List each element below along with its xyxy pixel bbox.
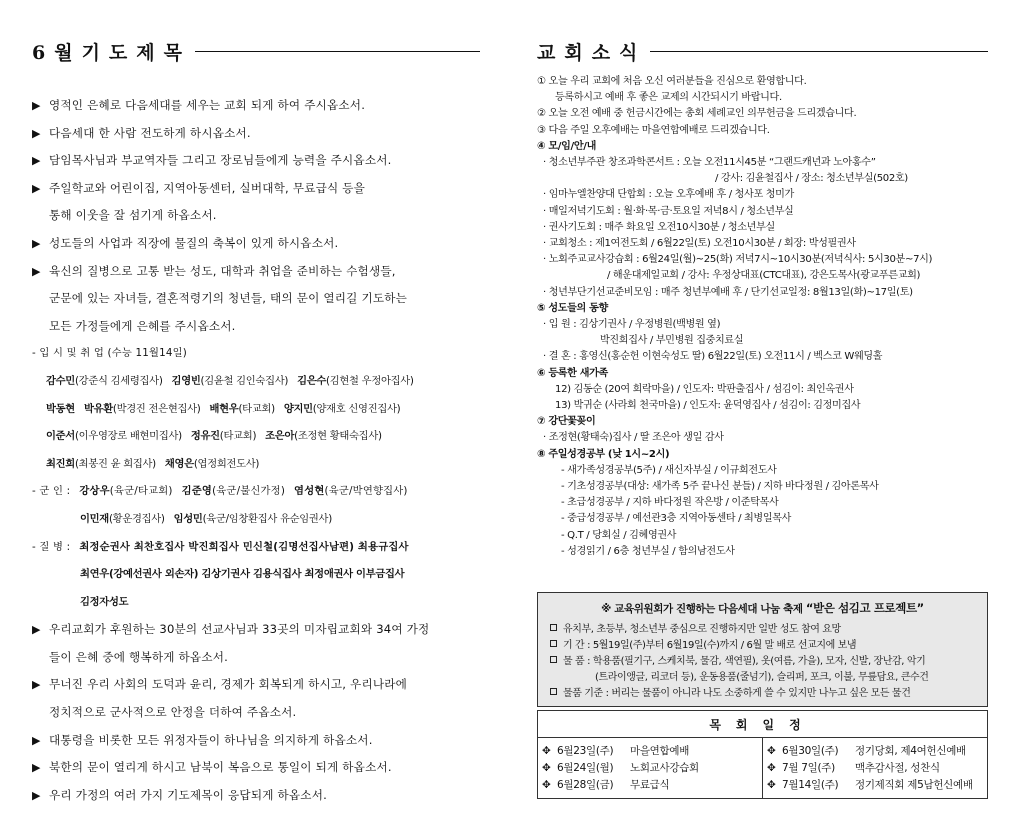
prayer-item: ▶ 우리 가정의 여러 가지 기도제목이 응답되게 하옵소서.: [32, 782, 487, 810]
notice-line: / 해운대제일교회 / 강사: 우정상대표(CTC대표), 강은도목사(광교푸른교회): [607, 270, 921, 282]
prayer-item: ▶ 다음세대 한 사람 전도하게 하시옵소서.: [32, 120, 487, 148]
notice-line: · 임마누엘찬양대 단합회 : 오늘 오후예배 후 / 청사포 청미가: [543, 189, 794, 201]
prayer-item: ▶ 대통령을 비롯한 모든 위정자들이 하나님을 의지하게 하옵소서.: [32, 727, 487, 755]
military-row: - 군 인 : 강상우(육군/타교회) 김준영(육군/불신가정) 염성현(육군/박연향집사): [32, 485, 408, 498]
notice-line: 등록하시고 예배 후 좋은 교제의 시간되시기 바랍니다.: [555, 92, 782, 104]
exam-names: 감수민(강준식 김세령집사) 김영빈(김윤철 김인숙집사) 김은수(김현철 우정아집사): [46, 374, 414, 387]
notice-line: ① 오늘 우리 교회에 처음 오신 여러분들을 진심으로 환영합니다.: [537, 76, 807, 87]
cross-icon: ✥: [542, 762, 551, 774]
bullet-icon: ▶: [32, 154, 41, 168]
prayer-heading: [32, 38, 480, 65]
schedule-title: 목회일정: [709, 718, 816, 732]
notice-line: ② 오늘 오전 예배 중 헌금시간에는 총회 세례교인 의무헌금을 드리겠습니다.: [537, 108, 857, 120]
schedule-entry: ✥ 6월28일(금) 무료급식: [542, 779, 670, 791]
square-bullet-icon: [550, 624, 557, 631]
schedule-entry: ✥ 6월24일(월) 노회교사강습회: [542, 762, 699, 774]
exam-label: - 입 시 및 취 업 (수능 11월14일): [32, 347, 187, 360]
illness-row: - 질 병 : 최정순권사 최찬호집사 박진희집사 민신철(김명선집사남편) 최용규집사: [32, 540, 409, 553]
notice-line: · 청소년부주관 창조과학콘서트 : 오늘 오전11시45분 “그랜드캐년과 노아홍수”: [543, 157, 876, 169]
prayer-item: ▶ 육신의 질병으로 고통 받는 성도, 대학과 취업을 준비하는 수험생들,: [32, 258, 487, 286]
notice-line: · 입 원 : 김상기권사 / 우정병원(백병원 옆): [543, 319, 721, 331]
prayer-item: ▶ 무너진 우리 사회의 도덕과 윤리, 경제가 회복되게 하시고, 우리나라에: [32, 671, 487, 699]
notice-section: ⑤ 성도들의 동향: [537, 302, 608, 314]
illness-label: - 질 병 :: [32, 540, 71, 553]
bullet-icon: ▶: [32, 236, 41, 250]
notice-line: - 기초성경공부(대상: 새가족 5주 끝나신 분들) / 지하 바다정원 / 김아론목사: [561, 481, 879, 493]
prayer-item-cont: 모든 가정들에게 은혜를 주시옵소서.: [49, 318, 236, 333]
bullet-icon: ▶: [32, 678, 41, 692]
prayer-item: ▶ 주일학교와 어린이집, 지역아동센터, 실버대학, 무료급식 등을: [32, 175, 487, 203]
schedule-entry: ✥ 7월14일(주) 정기제직회 제5남헌신예배: [767, 779, 973, 791]
prayer-item: ▶ 영적인 은혜로 다음세대를 세우는 교회 되게 하여 주시옵소서.: [32, 92, 487, 120]
prayer-item: ▶ 담임목사님과 부교역자들 그리고 장로님들에게 능력을 주시옵소서.: [32, 147, 487, 175]
prayer-list: [32, 92, 487, 809]
prayer-item-cont: 통해 이웃을 잘 섬기게 하옵소서.: [49, 208, 217, 223]
notice-line: · 교회청소 : 제1여전도회 / 6월22일(토) 오전10시30분 / 회장: 박성필권사: [543, 238, 856, 250]
prayer-item: ▶ 성도들의 사업과 직장에 물질의 축복이 있게 하시옵소서.: [32, 230, 487, 258]
illness-names: 최연우(강예선권사 외손자) 김상기권사 김용식집사 최정애권사 이부금집사: [80, 568, 405, 581]
military-names: 이민재(황운경집사) 임성민(육군/임창환집사 유순임권사): [80, 512, 332, 525]
notices-heading: [537, 38, 988, 65]
prayer-title: 6월기도제목: [32, 42, 191, 64]
notice-line: - 초급성경공부 / 지하 바다정원 작은방 / 이준탁목사: [561, 497, 779, 509]
prayer-item-cont: 들이 은혜 중에 행복하게 하옵소서.: [49, 649, 229, 664]
prayer-item: ▶ 우리교회가 후원하는 30분의 선교사님과 33곳의 미자립교회와 34여 가정: [32, 616, 487, 644]
cross-icon: ✥: [767, 745, 776, 757]
notice-line: · 청년부단기선교준비모임 : 매주 청년부예배 후 / 단기선교일정: 8월13일(화)~17일(토): [543, 286, 913, 298]
notice-line: - Q.T / 당회실 / 김혜영권사: [561, 529, 677, 541]
notice-line: - 성경읽기 / 6층 청년부실 / 함의남전도사: [561, 545, 735, 557]
bullet-icon: ▶: [32, 126, 41, 140]
campaign-box: [537, 592, 988, 707]
notice-line: 12) 김동순 (20여 희락마을) / 인도자: 박판출집사 / 섬김이: 최인옥권사: [555, 383, 854, 395]
bullet-icon: ▶: [32, 761, 41, 775]
bullet-icon: ▶: [32, 264, 41, 278]
cross-icon: ✥: [767, 762, 776, 774]
notice-section: ④ 모/임/안/내: [537, 140, 596, 152]
schedule-entry: ✥ 7월 7일(주) 맥추감사절, 성찬식: [767, 762, 940, 774]
cross-icon: ✥: [767, 779, 776, 791]
bullet-icon: ▶: [32, 99, 41, 112]
bullet-icon: ▶: [32, 733, 41, 747]
campaign-line: 유치부, 초등부, 청소년부 중심으로 진행하지만 일반 성도 참여 요망: [550, 620, 841, 635]
schedule-column-divider: [762, 737, 763, 798]
exam-names: 박동현 박유환(박경진 전은현집사) 배현우(타교회) 양지민(양재호 신영진집사): [46, 402, 401, 415]
campaign-title: ※ 교육위원회가 진행하는 다음세대 나눔 축제 “받은 섬김고 프로젝트”: [601, 601, 924, 615]
campaign-line: 기 간 : 5월19일(주)부터 6월19일(수)까지 / 6월 말 배로 선교지에 보냄: [550, 636, 856, 651]
notice-line: - 새가족성경공부(5주) / 새신자부실 / 이규희전도사: [561, 464, 777, 476]
notice-line: ③ 다음 주일 오후예배는 마을연합예배로 드리겠습니다.: [537, 124, 770, 136]
notice-line: 13) 박귀순 (사라회 천국마을) / 인도자: 윤덕영집사 / 섬김이: 김정미집사: [555, 400, 861, 412]
notice-line: / 강사: 김윤철집사 / 장소: 청소년부실(502호): [715, 173, 908, 185]
notice-line: 박진희집사 / 부민병원 집중치료실: [600, 335, 744, 347]
bullet-icon: ▶: [32, 788, 41, 802]
notice-section: ⑦ 강단꽃꽂이: [537, 416, 596, 428]
heading-rule: [650, 51, 988, 52]
military-label: - 군 인 :: [32, 485, 71, 498]
cross-icon: ✥: [542, 745, 551, 757]
schedule-entry: ✥ 6월23일(주) 마을연합예배: [542, 745, 690, 757]
notice-line: · 결 혼 : 홍영신(홍순헌 이현숙성도 딸) 6월22일(토) 오전11시 / 벡스코 W웨딩홀: [543, 351, 883, 363]
notice-line: - 중급성경공부 / 예선관3층 지역아동센타 / 최병일목사: [561, 513, 792, 525]
notice-section: ⑥ 등록한 새가족: [537, 367, 608, 379]
prayer-item-cont: 군문에 있는 자녀들, 결혼적령기의 청년들, 태의 문이 열리길 기도하는: [49, 291, 408, 306]
notice-line: · 권사기도회 : 매주 화요일 오전10시30분 / 청소년부실: [543, 221, 775, 233]
cross-icon: ✥: [542, 779, 551, 791]
prayer-item: ▶ 북한의 문이 열리게 하시고 남북이 복음으로 통일이 되게 하옵소서.: [32, 754, 487, 782]
schedule-box: [537, 710, 988, 799]
notices-list: [537, 74, 989, 560]
heading-rule: [195, 51, 480, 52]
notice-line: · 매일저녁기도회 : 월·화·목·금·토요일 저녁8시 / 청소년부실: [543, 205, 794, 217]
campaign-line: 물 품 : 학용품(필기구, 스케치북, 물감, 색연필), 옷(여름, 가을), 모자, 신발, 장난감, 악기: [550, 652, 925, 667]
notice-section: ⑧ 주일성경공부 (낮 1시~2시): [537, 448, 670, 460]
exam-names: 이준서(이우영장로 배현미집사) 정유진(타교회) 조은아(조정현 황태숙집사): [46, 430, 382, 443]
schedule-entry: ✥ 6월30일(주) 정기당회, 제4여헌신예배: [767, 745, 966, 757]
notice-line: · 조정현(황태숙)집사 / 딸 조은아 생일 감사: [543, 432, 724, 444]
campaign-line: 물품 기준 : 버리는 물품이 아니라 나도 소중하게 쓸 수 있지만 나누고 싶은 모든 물건: [550, 684, 910, 699]
illness-names: 김정자성도: [80, 595, 129, 608]
campaign-line: (트라이앵글, 리코더 등), 운동용품(줄넘기), 슬리퍼, 포크, 이불, 무릎담요, 큰수건: [595, 672, 929, 683]
square-bullet-icon: [550, 656, 557, 663]
square-bullet-icon: [550, 640, 557, 647]
notices-title: 교회소식: [537, 42, 647, 64]
bullet-icon: ▶: [32, 181, 41, 195]
square-bullet-icon: [550, 688, 557, 695]
prayer-item-cont: 정치적으로 군사적으로 안정을 더하여 주옵소서.: [49, 705, 297, 720]
bullet-icon: ▶: [32, 623, 41, 637]
notice-line: · 노회주교교사강습회 : 6월24일(월)~25(화) 저녁7시~10시30분(저녁식사: 5시30분~7시): [543, 254, 933, 266]
exam-names: 최진희(최봉진 윤 희집사) 채영은(엽정희전도사): [46, 457, 260, 470]
